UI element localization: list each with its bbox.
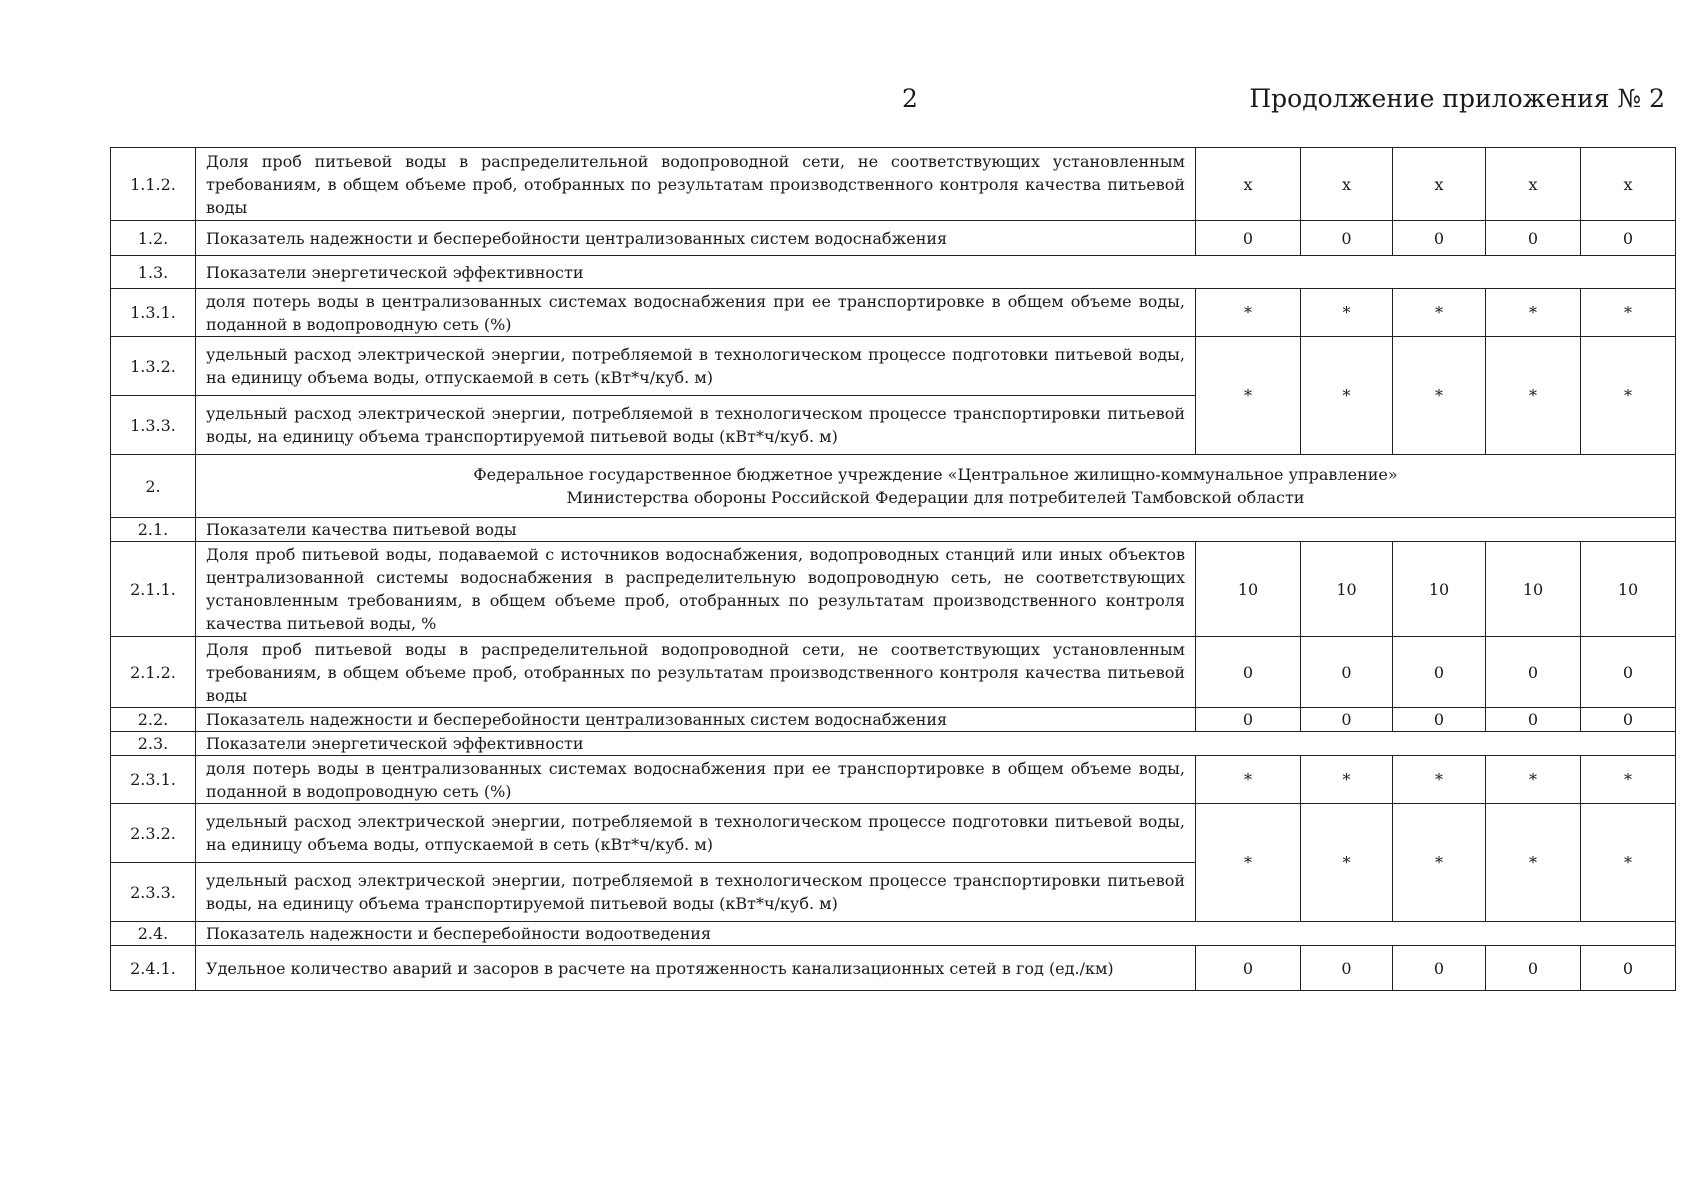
table-row <box>111 756 1676 804</box>
value-cell: 10 <box>1196 542 1301 637</box>
value-cell: 0 <box>1581 946 1676 991</box>
table-row <box>111 148 1676 221</box>
value-cell: 0 <box>1196 221 1301 256</box>
value-cell: 0 <box>1393 637 1486 708</box>
row-number: 2.3.2. <box>111 804 196 863</box>
value-cell: 10 <box>1301 542 1393 637</box>
row-description: Показатель надежности и бесперебойности централизованных систем водоснабжения <box>196 221 1196 256</box>
value-cell: * <box>1581 289 1676 337</box>
row-number: 2.3. <box>111 732 196 756</box>
value-cell: 0 <box>1486 946 1581 991</box>
row-number: 1.3.1. <box>111 289 196 337</box>
table-row <box>111 946 1676 991</box>
value-cell: x <box>1581 148 1676 221</box>
row-description: удельный расход электрической энергии, потребляемой в технологическом процессе подготовки питьевой воды, на единицу объема воды, отпускаемой в сеть (кВт*ч/куб. м) <box>196 337 1196 396</box>
value-cell: * <box>1196 804 1301 922</box>
row-number: 2.3.1. <box>111 756 196 804</box>
value-cell: * <box>1486 756 1581 804</box>
section-heading: Показатели энергетической эффективности <box>196 732 1676 756</box>
row-number: 1.1.2. <box>111 148 196 221</box>
row-number: 2.1.1. <box>111 542 196 637</box>
table-row <box>111 542 1676 637</box>
section-heading: Показатели качества питьевой воды <box>196 518 1676 542</box>
value-cell: x <box>1486 148 1581 221</box>
table-row <box>111 337 1676 396</box>
row-number: 2.3.3. <box>111 863 196 922</box>
organization-row <box>111 455 1676 518</box>
row-number: 2.1. <box>111 518 196 542</box>
value-cell: 10 <box>1393 542 1486 637</box>
row-description: удельный расход электрической энергии, потребляемой в технологическом процессе транспортировки питьевой воды, на единицу объема транспортируемой питьевой воды (кВт*ч/куб. м) <box>196 863 1196 922</box>
value-cell: * <box>1581 756 1676 804</box>
value-cell: 0 <box>1196 708 1301 732</box>
table-row <box>111 708 1676 732</box>
section-row <box>111 732 1676 756</box>
row-description: Доля проб питьевой воды в распределительной водопроводной сети, не соответствующих установленным требованиям, в общем объеме проб, отобранных по результатам производственного контроля качества питьевой воды <box>196 148 1196 221</box>
value-cell: 10 <box>1486 542 1581 637</box>
row-description: удельный расход электрической энергии, потребляемой в технологическом процессе подготовки питьевой воды, на единицу объема воды, отпускаемой в сеть (кВт*ч/куб. м) <box>196 804 1196 863</box>
table-row <box>111 221 1676 256</box>
row-number: 1.2. <box>111 221 196 256</box>
value-cell: * <box>1393 804 1486 922</box>
value-cell: * <box>1301 804 1393 922</box>
table-row <box>111 637 1676 708</box>
row-number: 2.4. <box>111 922 196 946</box>
value-cell: 0 <box>1486 708 1581 732</box>
value-cell: * <box>1486 289 1581 337</box>
row-number: 1.3.3. <box>111 396 196 455</box>
row-number: 1.3.2. <box>111 337 196 396</box>
value-cell: * <box>1196 337 1301 455</box>
value-cell: * <box>1486 804 1581 922</box>
table-row <box>111 289 1676 337</box>
row-description: Удельное количество аварий и засоров в расчете на протяженность канализационных сетей в год (ед./км) <box>196 946 1196 991</box>
row-description: доля потерь воды в централизованных системах водоснабжения при ее транспортировке в общем объеме воды, поданной в водопроводную сеть (%) <box>196 289 1196 337</box>
value-cell: 0 <box>1393 221 1486 256</box>
appendix-continuation-heading: Продолжение приложения № 2 <box>1249 84 1665 113</box>
row-number: 2.1.2. <box>111 637 196 708</box>
row-description: Доля проб питьевой воды, подаваемой с источников водоснабжения, водопроводных станций или иных объектов централизованной системы водоснабжения в распределительную водопроводную сеть, не соответствующих установленным требованиям, в общем объеме проб, отобранных по результатам производственного контроля качества питьевой воды, % <box>196 542 1196 637</box>
section-heading: Показатели энергетической эффективности <box>196 256 1676 289</box>
value-cell: 0 <box>1393 708 1486 732</box>
value-cell: 0 <box>1196 637 1301 708</box>
value-cell: 0 <box>1301 946 1393 991</box>
value-cell: * <box>1393 289 1486 337</box>
value-cell: * <box>1301 289 1393 337</box>
row-number: 2.4.1. <box>111 946 196 991</box>
section-row <box>111 518 1676 542</box>
organization-scope: Министерства обороны Российской Федерации для потребителей Тамбовской области <box>566 488 1305 507</box>
row-number: 1.3. <box>111 256 196 289</box>
row-description: Доля проб питьевой воды в распределительной водопроводной сети, не соответствующих установленным требованиям, в общем объеме проб, отобранных по результатам производственного контроля качества питьевой воды <box>196 637 1196 708</box>
table-row <box>111 804 1676 863</box>
value-cell: * <box>1393 337 1486 455</box>
value-cell: 0 <box>1581 708 1676 732</box>
row-description: доля потерь воды в централизованных системах водоснабжения при ее транспортировке в общем объеме воды, поданной в водопроводную сеть (%) <box>196 756 1196 804</box>
value-cell: 0 <box>1486 221 1581 256</box>
row-number: 2.2. <box>111 708 196 732</box>
value-cell: x <box>1393 148 1486 221</box>
value-cell: x <box>1196 148 1301 221</box>
organization-heading <box>196 455 1676 518</box>
value-cell: * <box>1301 337 1393 455</box>
section-heading: Показатель надежности и бесперебойности водоотведения <box>196 922 1676 946</box>
value-cell: x <box>1301 148 1393 221</box>
row-number: 2. <box>111 455 196 518</box>
row-description: удельный расход электрической энергии, потребляемой в технологическом процессе транспортировки питьевой воды, на единицу объема транспортируемой питьевой воды (кВт*ч/куб. м) <box>196 396 1196 455</box>
value-cell: * <box>1196 289 1301 337</box>
indicators-table <box>110 147 1676 991</box>
page-number: 2 <box>902 84 918 113</box>
value-cell: 0 <box>1301 221 1393 256</box>
section-row <box>111 922 1676 946</box>
value-cell: * <box>1301 756 1393 804</box>
value-cell: * <box>1581 804 1676 922</box>
row-description: Показатель надежности и бесперебойности централизованных систем водоснабжения <box>196 708 1196 732</box>
value-cell: * <box>1196 756 1301 804</box>
organization-name: Федеральное государственное бюджетное учреждение «Центральное жилищно-коммунальное управление» <box>473 465 1398 484</box>
value-cell: 0 <box>1581 221 1676 256</box>
section-row <box>111 256 1676 289</box>
value-cell: 0 <box>1301 637 1393 708</box>
value-cell: * <box>1486 337 1581 455</box>
value-cell: 10 <box>1581 542 1676 637</box>
value-cell: 0 <box>1486 637 1581 708</box>
value-cell: * <box>1581 337 1676 455</box>
value-cell: 0 <box>1196 946 1301 991</box>
value-cell: 0 <box>1393 946 1486 991</box>
value-cell: 0 <box>1581 637 1676 708</box>
value-cell: 0 <box>1301 708 1393 732</box>
value-cell: * <box>1393 756 1486 804</box>
